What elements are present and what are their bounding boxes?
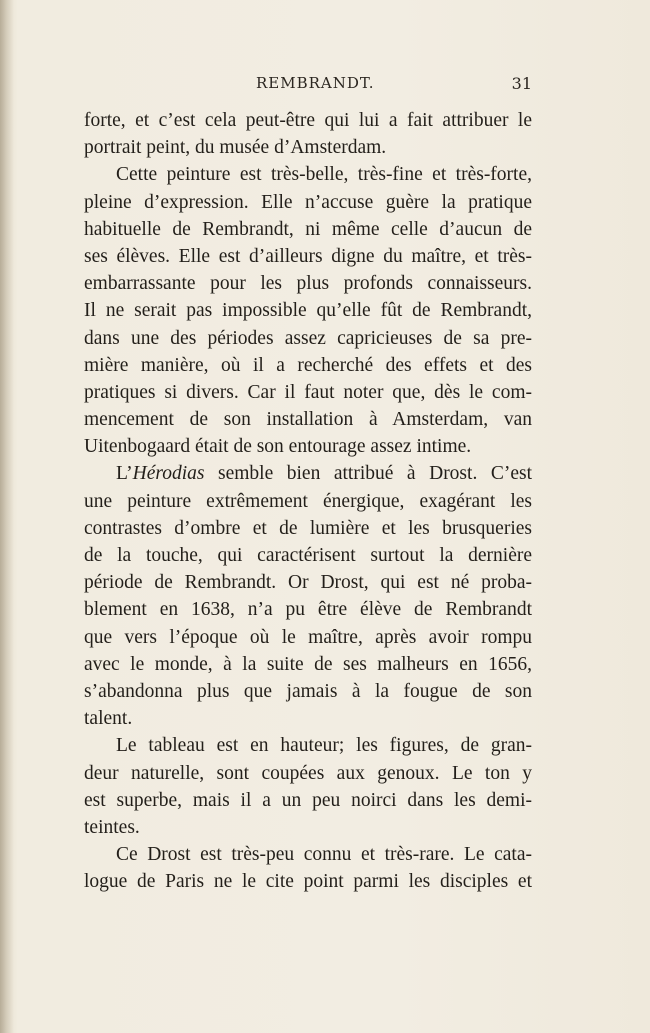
page-gutter-shadow [0, 0, 14, 1033]
page-header [84, 74, 532, 98]
text-line: teintes. [84, 816, 140, 838]
text-line: Le tableau est en hauteur; les figures, de gran- [116, 735, 532, 757]
text-line: s’abandonna plus que jamais à la fougue de son [84, 680, 532, 702]
text-line: dans une des périodes assez capricieuses de sa pre- [84, 327, 532, 349]
text-line: est superbe, mais il a un peu noirci dans les demi- [84, 789, 532, 811]
text-line: contrastes d’ombre et de lumière et les brusqueries [84, 517, 532, 539]
text-line: que vers l’époque où le maître, après avoir rompu [84, 626, 532, 648]
text-line: ses élèves. Elle est d’ailleurs digne du maître, et très- [84, 245, 532, 267]
text-line: embarrassante pour les plus profonds connaisseurs. [84, 273, 532, 295]
text-line: Ce Drost est très-peu connu et très-rare. Le cata- [116, 844, 532, 866]
text-line: pleine d’expression. Elle n’accuse guère la pratique [84, 191, 532, 213]
text-fragment: semble bien attribué à Drost. C’est [204, 463, 532, 485]
text-line: habituelle de Rembrandt, ni même celle d’aucun de [84, 218, 532, 240]
text-line: talent. [84, 708, 133, 730]
text-line: Uitenbogaard était de son entourage assez intime. [84, 436, 472, 458]
body-text [84, 107, 532, 895]
text-line: logue de Paris ne le cite point parmi les disciples et [84, 871, 532, 893]
text-line: pratiques si divers. Car il faut noter que, dès le com- [84, 381, 532, 403]
text-line: mencement de son installation à Amsterdam, van [84, 409, 532, 431]
text-line: deur naturelle, sont coupées aux genoux. Le ton y [84, 762, 532, 784]
text-line: mière manière, où il a recherché des effets et des [84, 354, 532, 376]
text-line: Cette peinture est très-belle, très-fine et très-forte, [116, 164, 532, 186]
text-line: avec le monde, à la suite de ses malheurs en 1656, [84, 653, 532, 675]
running-title: REMBRANDT. [256, 74, 375, 92]
artwork-title: Hérodias [132, 463, 205, 485]
text-fragment: L’ [116, 463, 133, 485]
text-line: de la touche, qui caractérisent surtout la dernière [84, 545, 532, 566]
page-number: 31 [511, 74, 532, 93]
text-line: blement en 1638, n’a pu être élève de Rembrandt [84, 599, 532, 621]
text-line: portrait peint, du musée d’Amsterdam. [84, 137, 387, 159]
text-line: une peinture extrêmement énergique, exagérant les [84, 490, 532, 512]
text-line: période de Rembrandt. Or Drost, qui est né proba- [84, 572, 532, 594]
text-line: Il ne serait pas impossible qu’elle fût de Rembrandt, [84, 300, 532, 322]
text-line: forte, et c’est cela peut-être qui lui a fait attribuer le [84, 110, 532, 131]
text-line-herodias [84, 460, 532, 487]
